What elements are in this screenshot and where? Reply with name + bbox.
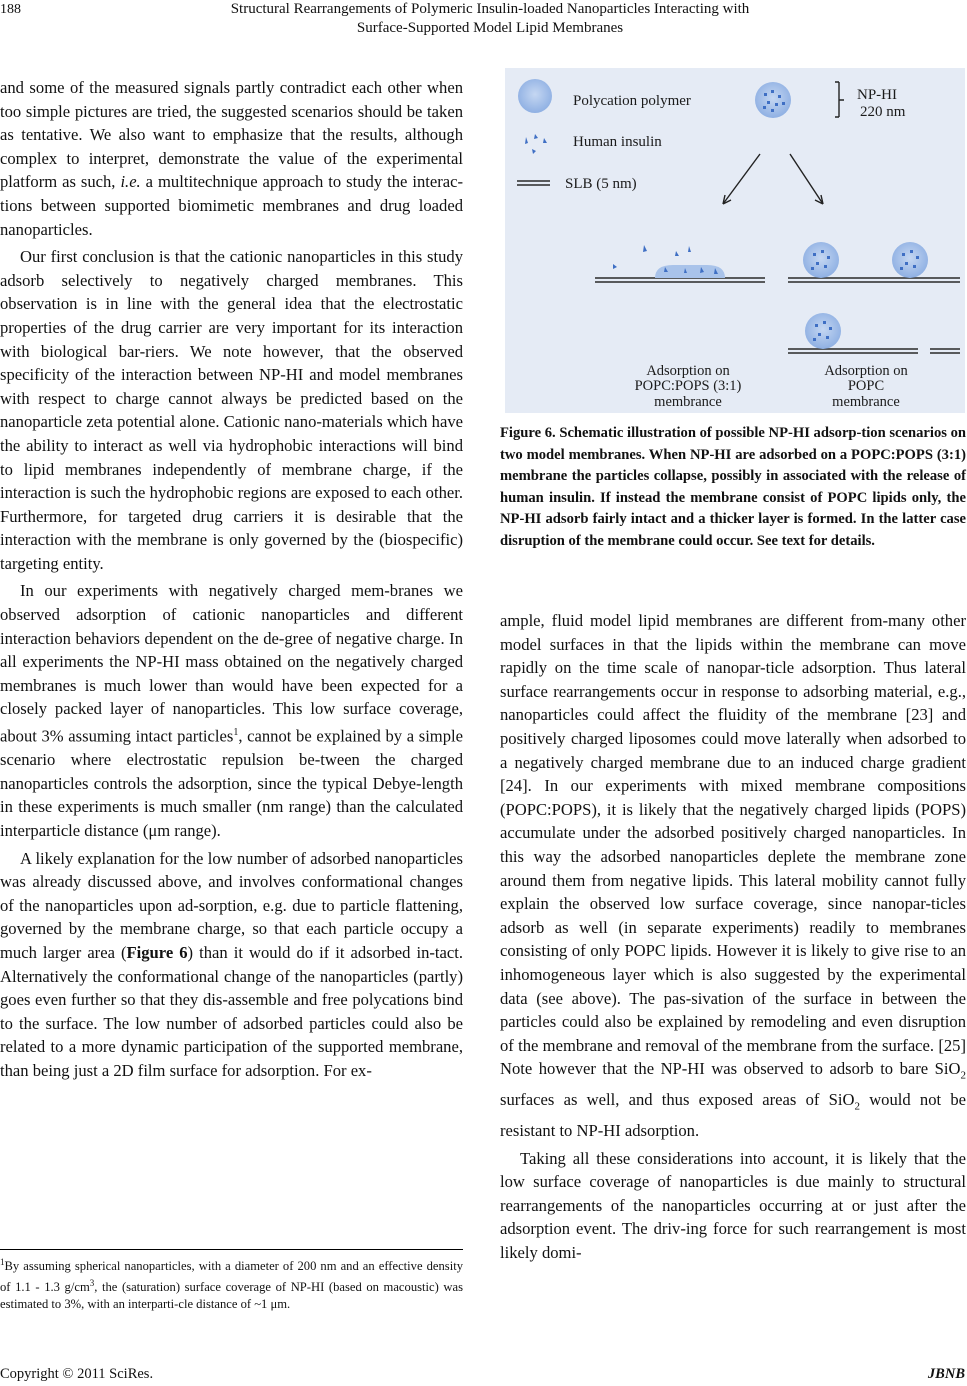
- paragraph-5: [500, 609, 966, 1143]
- footnote-text-end: , the (saturation) surface coverage of NP-HI (based on macoustic) was estimated to 3%, with an interparti-cle distance of ~1 μm.: [0, 1280, 463, 1312]
- figure-6-reference[interactable]: Figure 6: [126, 942, 188, 962]
- scenario-arrows: [723, 154, 823, 204]
- caption-lead: Figure 6.: [500, 425, 556, 441]
- page-number: 188: [0, 2, 21, 17]
- footnote-ref[interactable]: 1: [233, 727, 239, 739]
- paragraph-1: [0, 76, 463, 241]
- paragraph-3: [0, 579, 463, 842]
- right-scenario-label-1: Adsorption on: [824, 363, 908, 379]
- paragraph-6: Taking all these considerations into account, it is likely that the low surface coverage of nanoparticles is due mainly to structural rearrangements of the nanoparticles occurring at or just after the adsorption event. The driv-ing force for such rearrangement is most likely domi-: [500, 1148, 966, 1263]
- figure-6-caption: [500, 423, 966, 552]
- right-scenario-label-2: POPC: [847, 378, 885, 394]
- np-hi-particle-icon: [755, 82, 791, 118]
- right-scenario-label-3: membrance: [832, 394, 900, 410]
- footnote-superscript: 3: [89, 1278, 95, 1289]
- left-scenario-label-1: Adsorption on: [646, 363, 730, 379]
- journal-abbreviation: JBNB: [927, 1366, 965, 1382]
- paragraph-1-italic: i.e.: [120, 172, 141, 192]
- paragraph-1-end: a multitechnique approach to study the interac-tions between supported biomimetic membranes and drug loaded nanoparticles.: [0, 172, 463, 239]
- human-insulin-icon: [525, 134, 547, 154]
- collapsed-particle-scenario: [595, 245, 765, 282]
- paragraph-3-end: , cannot be explained by a simple scenario where electrostatic repulsion be-tween the charged nanoparticles controls the adsorption, since the typical Debye-length in these experiments is much smaller (nm range) than the calculated interparticle distance (μm range).: [0, 726, 463, 840]
- legend-slb-label: SLB (5 nm): [565, 176, 637, 192]
- paragraph-1-text: and some of the measured signals partly contradict each other when too simple pictures are tried, the suggested scenarios should be taken as tentative. We also want to emphasize that the results, although complex to interpret, demonstrate the value of the experimental platform as such,: [0, 78, 463, 192]
- paragraph-5-text: ample, fluid model lipid membranes are different from-many other model surfaces in that the lipids within the membrane can move rapidly on the time scale of nanopar-ticle adsorption. Thus lateral surface rearrangements occur in response to adsorbing material, e.g., nanoparticles could affect the fluidity of the membrane [23] and positively charged liposomes could move laterally when adsorbed to a negatively charged membrane due to an induced charge gradient [24]. In our experiments with mixed membrane compositions (POPC:POPS), it is likely that the negatively charged lipids (POPS) accumulate under the adsorbed positively charged nanoparticles. In this way the adsorbed nanoparticles deplete the membrane zone around them from negative lipids. This lateral mobility cannot fully explain the observed low surface coverage, since nanopar-ticles adsorb as well (in separate experiments) readily to membranes consisting of only POPC lipids. However it is likely to give rise to an inhomogeneous layer which is also suggested by the experimental data (see above). The pas-sivation of the surface in between the particles could also be explained by remodeling and even disruption of the membrane and removal of the membrane from the surface. [25] Note however that the NP-HI was observed to adsorb to bare SiO: [500, 611, 966, 1079]
- legend-insulin-label: Human insulin: [573, 134, 662, 150]
- figure-6-schematic: [505, 68, 965, 413]
- np-hi-size-label: 220 nm: [860, 104, 906, 120]
- left-column: [0, 76, 463, 1082]
- legend-polymer-label: Polycation polymer: [573, 93, 691, 109]
- footnote-text: By assuming spherical nanoparticles, with a diameter of 200 nm and an effective density of 1.1 - 1.3 g/cm: [0, 1259, 463, 1295]
- running-title: [130, 0, 850, 38]
- footnote: [0, 1254, 463, 1313]
- paragraph-4-end: ) than it would do if it adsorbed in-tact. Alternatively the conformational change of the nanoparticles (partly) goes even further so that they dis-assemble and free polycations bind to the surface. The low number of adsorbed particles could also be related to a more dynamic participation of the supported membrane, than being just a 2D film surface for adsorption. For ex-: [0, 942, 463, 1080]
- paragraph-5-mid: surfaces as well, and thus exposed areas of SiO: [500, 1090, 855, 1110]
- slb-icon: [517, 181, 550, 185]
- membrane-disruption-scenario: [788, 313, 960, 353]
- paragraph-4: [0, 847, 463, 1083]
- left-scenario-label-3: membrance: [654, 394, 722, 410]
- paragraph-5-end: would not be resistant to NP-HI adsorption.: [500, 1090, 967, 1141]
- footnote-marker: 1: [0, 1257, 5, 1267]
- paragraph-3-text: In our experiments with negatively charged mem-branes we observed adsorption of cationic nanoparticles and different interaction behaviors dependent on the de-gree of negative charge. In all experiments the NP-HI mass obtained on the negatively charged membranes is much lower than would have been expected for a closely packed layer of nanoparticles. This low surface coverage, about 3% assuming intact particles: [0, 581, 463, 746]
- copyright-notice: Copyright © 2011 SciRes.: [0, 1366, 154, 1382]
- footnote-divider: [0, 1249, 463, 1250]
- running-title-line-1: Structural Rearrangements of Polymeric Insulin-loaded Nanoparticles Interacting with: [230, 1, 750, 17]
- paragraph-4-text: A likely explanation for the low number of adsorbed nanoparticles was already discussed above, and involves conformational changes of the nanoparticles upon ad-sorption, e.g. due to particle flattening, governed by the membrane charge, so that each particle occupy a much larger area (: [0, 848, 463, 962]
- np-hi-label: NP-HI: [857, 87, 897, 103]
- subscript: 2: [854, 1100, 860, 1113]
- left-scenario-label-2: POPC:POPS (3:1): [634, 378, 742, 394]
- polycation-polymer-icon: [518, 79, 552, 113]
- intact-particles-scenario: [788, 242, 960, 282]
- figure-6-drawing: [505, 68, 965, 413]
- subscript: 2: [960, 1069, 966, 1082]
- caption-text: Schematic illustration of possible NP-HI adsorp-tion scenarios on two model membranes. When NP-HI are adsorbed on a POPC:POPS (3:1) membrane the particles collapse, possibly in associated with the release of human insulin. If instead the membrane consist of POPC lipids only, the NP-HI adsorb fairly intact and a thicker layer is formed. In the latter case disruption of the membrane could occur. See text for details.: [500, 425, 966, 549]
- size-bracket: [835, 82, 844, 117]
- running-title-line-2: Surface-Supported Model Lipid Membranes: [356, 20, 624, 36]
- right-column: [500, 609, 966, 1265]
- paragraph-2: Our first conclusion is that the cationic nanoparticles in this study adsorb selectively to negatively charged membranes. This observation is in line with the general idea that the electrostatic properties of the drug carrier are very important for its interaction with biological bar-riers. We note however, that the observed specificity of the interaction between NP-HI and model membranes with respect to charge cannot always be predicted based on the nanoparticle zeta potential alone. Cationic nano-materials which have the ability to interact as well via hydrophobic interactions will bind to lipid membranes independently of membrane charge, if the interaction is such the hydrophobic regions are exposed to each other. Furthermore, for targeted drug carriers it is desirable that the interaction with the membrane is only governed by the (biospecific) targeting entity.: [0, 247, 463, 573]
